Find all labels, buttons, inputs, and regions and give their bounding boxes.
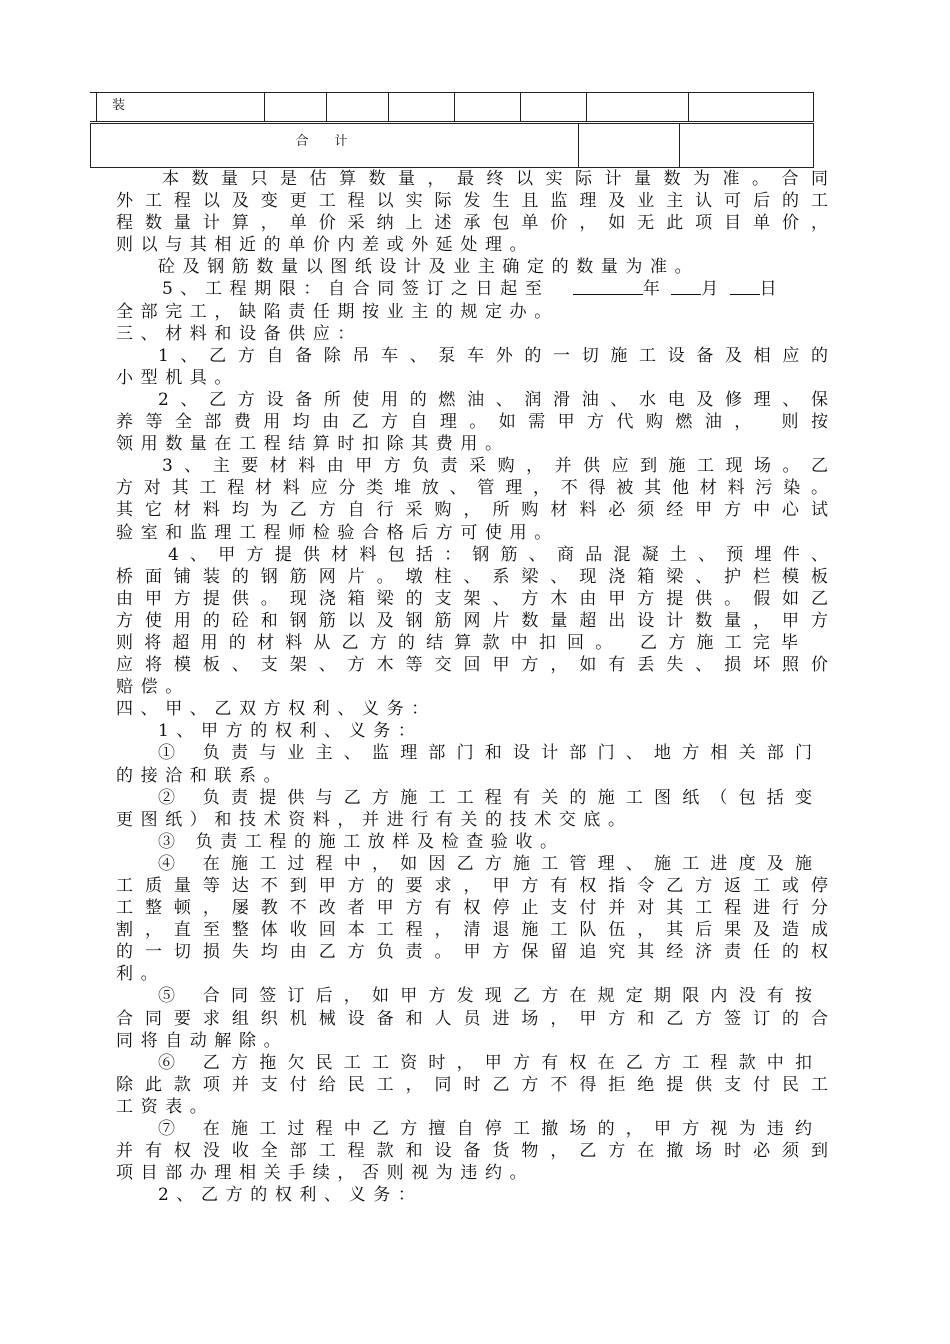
total-label-cell	[90, 123, 579, 168]
table-cell	[586, 92, 689, 122]
text-line: 3、主要材料由甲方负责采购，并供应到施工现场。乙	[162, 456, 828, 477]
text-line: 工质量等达不到甲方的要求，甲方有权指令乙方返工或停	[116, 876, 828, 896]
subsection-heading: 2、乙方的权利、义务：	[158, 1185, 423, 1206]
text-line: 并有权没收全部工程款和设备货物，乙方在撤场时必须到	[116, 1141, 828, 1162]
row-label: 装	[112, 98, 126, 113]
text-line: 领用数量在工程结算时扣除其费用。	[116, 434, 510, 455]
text-line: 程数量计算，单价采纳上述承包单价，如无此项目单价，	[116, 213, 828, 234]
section-heading: 三、材料和设备供应：	[116, 323, 362, 344]
subsection-heading: 1、甲方的权利、义务：	[158, 721, 423, 742]
text-line: 方使用的砼和钢筋以及钢筋网片数量超出设计数量，甲方	[116, 610, 828, 631]
text-line: 工资表。	[116, 1096, 215, 1117]
text-line: 应将模板、支架、方木等交回甲方，如有丢失、损坏照价	[116, 655, 828, 676]
year-blank[interactable]	[573, 278, 643, 295]
table-cell	[688, 92, 814, 122]
text-line: 赔偿。	[116, 677, 190, 698]
day-blank[interactable]	[730, 278, 760, 295]
text-line: 则将超用的材料从乙方的结算款中扣回。 乙方施工完毕	[116, 632, 798, 653]
text-line: 则以与其相近的单价内差或外延处理。	[116, 235, 535, 256]
table-cell	[679, 123, 814, 168]
table-row	[90, 92, 814, 122]
text-line: 的接洽和联系。	[116, 765, 289, 786]
text-line: 合同要求组织机械设备和人员进场，甲方和乙方签订的合	[116, 1008, 828, 1029]
contract-body	[116, 168, 828, 1206]
text-line: 更图纸）和技术资料，并进行有关的技术交底。	[116, 809, 633, 830]
text-line: 利。	[116, 964, 166, 985]
text-line: 砼及钢筋数量以图纸设计及业主确定的数量为准。	[158, 257, 700, 278]
text-line: 小型机具。	[116, 367, 239, 388]
section-heading: 四、甲、乙双方权利、义务：	[116, 699, 436, 720]
total-label: 合计	[295, 134, 374, 149]
text-line: 验室和监理工程师检验合格后方可使用。	[116, 522, 559, 543]
year-unit: 年	[642, 279, 660, 300]
text-line: 全部完工，缺陷责任期按业主的规定办。	[116, 301, 559, 322]
table-cell	[454, 92, 521, 122]
text-line: ③ 负责工程的施工放样及检查验收。	[158, 831, 565, 852]
text-line: 桥面铺装的钢筋网片。墩柱、系梁、现浇箱梁、护栏模板	[116, 566, 828, 587]
table-cell	[578, 123, 680, 168]
table-total-row	[90, 123, 814, 168]
text-line: 项目部办理相关手续，否则视为违约。	[116, 1163, 535, 1184]
text-line: 外工程以及变更工程以实际发生且监理及业主认可后的工	[116, 191, 828, 212]
text-line: ④ 在施工过程中，如因乙方施工管理、施工进度及施	[158, 853, 812, 874]
text-line: 由甲方提供。现浇箱梁的支架、方木由甲方提供。假如乙	[116, 588, 828, 609]
text-line: 方对其工程材料应分类堆放、管理，不得被其他材料污染。	[116, 478, 828, 499]
text-line: ② 负责提供与乙方施工工程有关的施工图纸（包括变	[158, 787, 812, 808]
text-line: 除此款项并支付给民工，同时乙方不得拒绝提供支付民工	[116, 1074, 828, 1095]
text-line: 工整顿，屡教不改者甲方有权停止支付并对其工程进行分	[116, 898, 828, 919]
text-line: ① 负责与业主、监理部门和设计部门、地方相关部门	[158, 743, 812, 764]
table-cell	[388, 92, 455, 122]
text-line: 1、乙方自备除吊车、泵车外的一切施工设备及相应的	[158, 345, 828, 366]
text-line: 的一切损失均由乙方负责。甲方保留追究其经济责任的权	[116, 942, 828, 963]
day-unit: 日	[759, 279, 777, 300]
month-blank[interactable]	[671, 278, 701, 295]
text-line: 其它材料均为乙方自行采购，所购材料必须经甲方中心试	[116, 500, 828, 521]
text-line: ⑦ 在施工过程中乙方擅自停工撤场的，甲方视为违约	[158, 1119, 812, 1140]
text-line: 割，直至整体收回本工程，清退施工队伍，其后果及造成	[116, 920, 828, 941]
table-inner-border	[96, 92, 97, 122]
table-cell-item	[90, 92, 265, 122]
text-line: 4、甲方提供材料包括：钢筋、商品混凝土、预埋件、	[168, 544, 828, 565]
text-line: 2、乙方设备所使用的燃油、润滑油、水电及修理、保	[158, 389, 828, 410]
term-line	[116, 278, 828, 300]
table-cell	[520, 92, 587, 122]
text-line: 同将自动解除。	[116, 1030, 289, 1051]
table-cell	[326, 92, 389, 122]
table-cell	[264, 92, 327, 122]
month-unit: 月	[701, 279, 719, 300]
text-line: 本数量只是估算数量，最终以实际计量数为准。合同	[162, 169, 828, 189]
term-label: 5、工程期限：自合同签订之日起至	[162, 279, 550, 300]
text-line: ⑤ 合同签订后，如甲方发现乙方在规定期限内没有按	[158, 986, 812, 1007]
text-line: ⑥ 乙方拖欠民工工资时，甲方有权在乙方工程款中扣	[158, 1052, 812, 1073]
text-line: 养等全部费用均由乙方自理。如需甲方代购燃油， 则按	[116, 412, 828, 433]
